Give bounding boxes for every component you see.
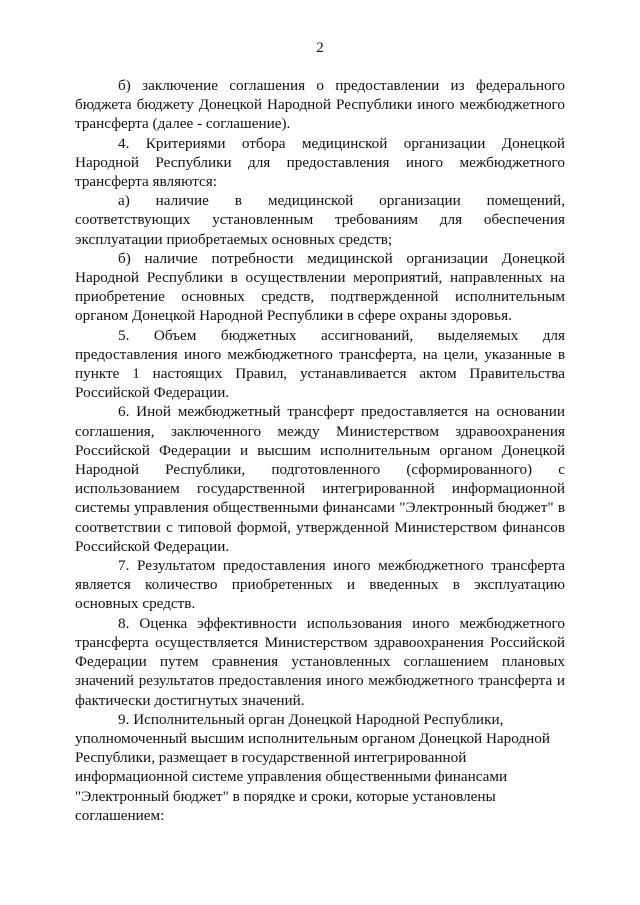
paragraph-6: 6. Иной межбюджетный трансферт предоставляется на основании соглашения, заключенного между Министерством здравоохранения Российской Федерации и высшим исполнительным органом Донецкой Народной Республики, подготовленного (сформированного) с использованием государственной интегрированной информационной системы управления общественными финансами "Электронный бюджет" в соответствии с типовой формой, утвержденной Министерством финансов Российской Федерации.: [75, 403, 565, 555]
paragraph-4: 4. Критериями отбора медицинской организации Донецкой Народной Республики для предоставления иного межбюджетного трансферта являются:: [75, 134, 565, 191]
paragraph-4a: а) наличие в медицинской организации помещений, соответствующих установленным требованиям для обеспечения эксплуатации приобретаемых основных средств;: [75, 192, 565, 248]
paragraph-9: 9. Исполнительный орган Донецкой Народной Республики, уполномоченный высшим исполнительным органом Донецкой Народной Республики, размещает в государственной интегрированной информационной системе управления общественными финансами "Электронный бюджет" в порядке и сроки, которые установлены соглашением:: [75, 710, 551, 824]
paragraph-8: 8. Оценка эффективности использования иного межбюджетного трансферта осуществляется Министерством здравоохранения Российской Федерации путем сравнения установленных соглашением плановых значений результатов предоставления иного межбюджетного трансферта и фактически достигнутых значений.: [75, 614, 565, 709]
paragraph-5: 5. Объем бюджетных ассигнований, выделяемых для предоставления иного межбюджетного трансферта, на цели, указанные в пункте 1 настоящих Правил, устанавливается актом Правительства Российской Федерации.: [75, 326, 565, 402]
paragraph-4b: б) наличие потребности медицинской организации Донецкой Народной Республики в осуществлении мероприятий, направленных на приобретение основных средств, подтвержденной исполнительным органом Донецкой Народной Республики в сфере охраны здоровья.: [75, 249, 565, 325]
page-number: 2: [316, 40, 324, 56]
paragraph-7: 7. Результатом предоставления иного межбюджетного трансферта является количество приобретенных и введенных в эксплуатацию основных средств.: [75, 557, 565, 613]
paragraph-3b: б) заключение соглашения о предоставлении из федерального бюджета бюджету Донецкой Народной Республики иного межбюджетного трансферта (далее - соглашение).: [75, 77, 565, 133]
document-body: [75, 76, 565, 825]
